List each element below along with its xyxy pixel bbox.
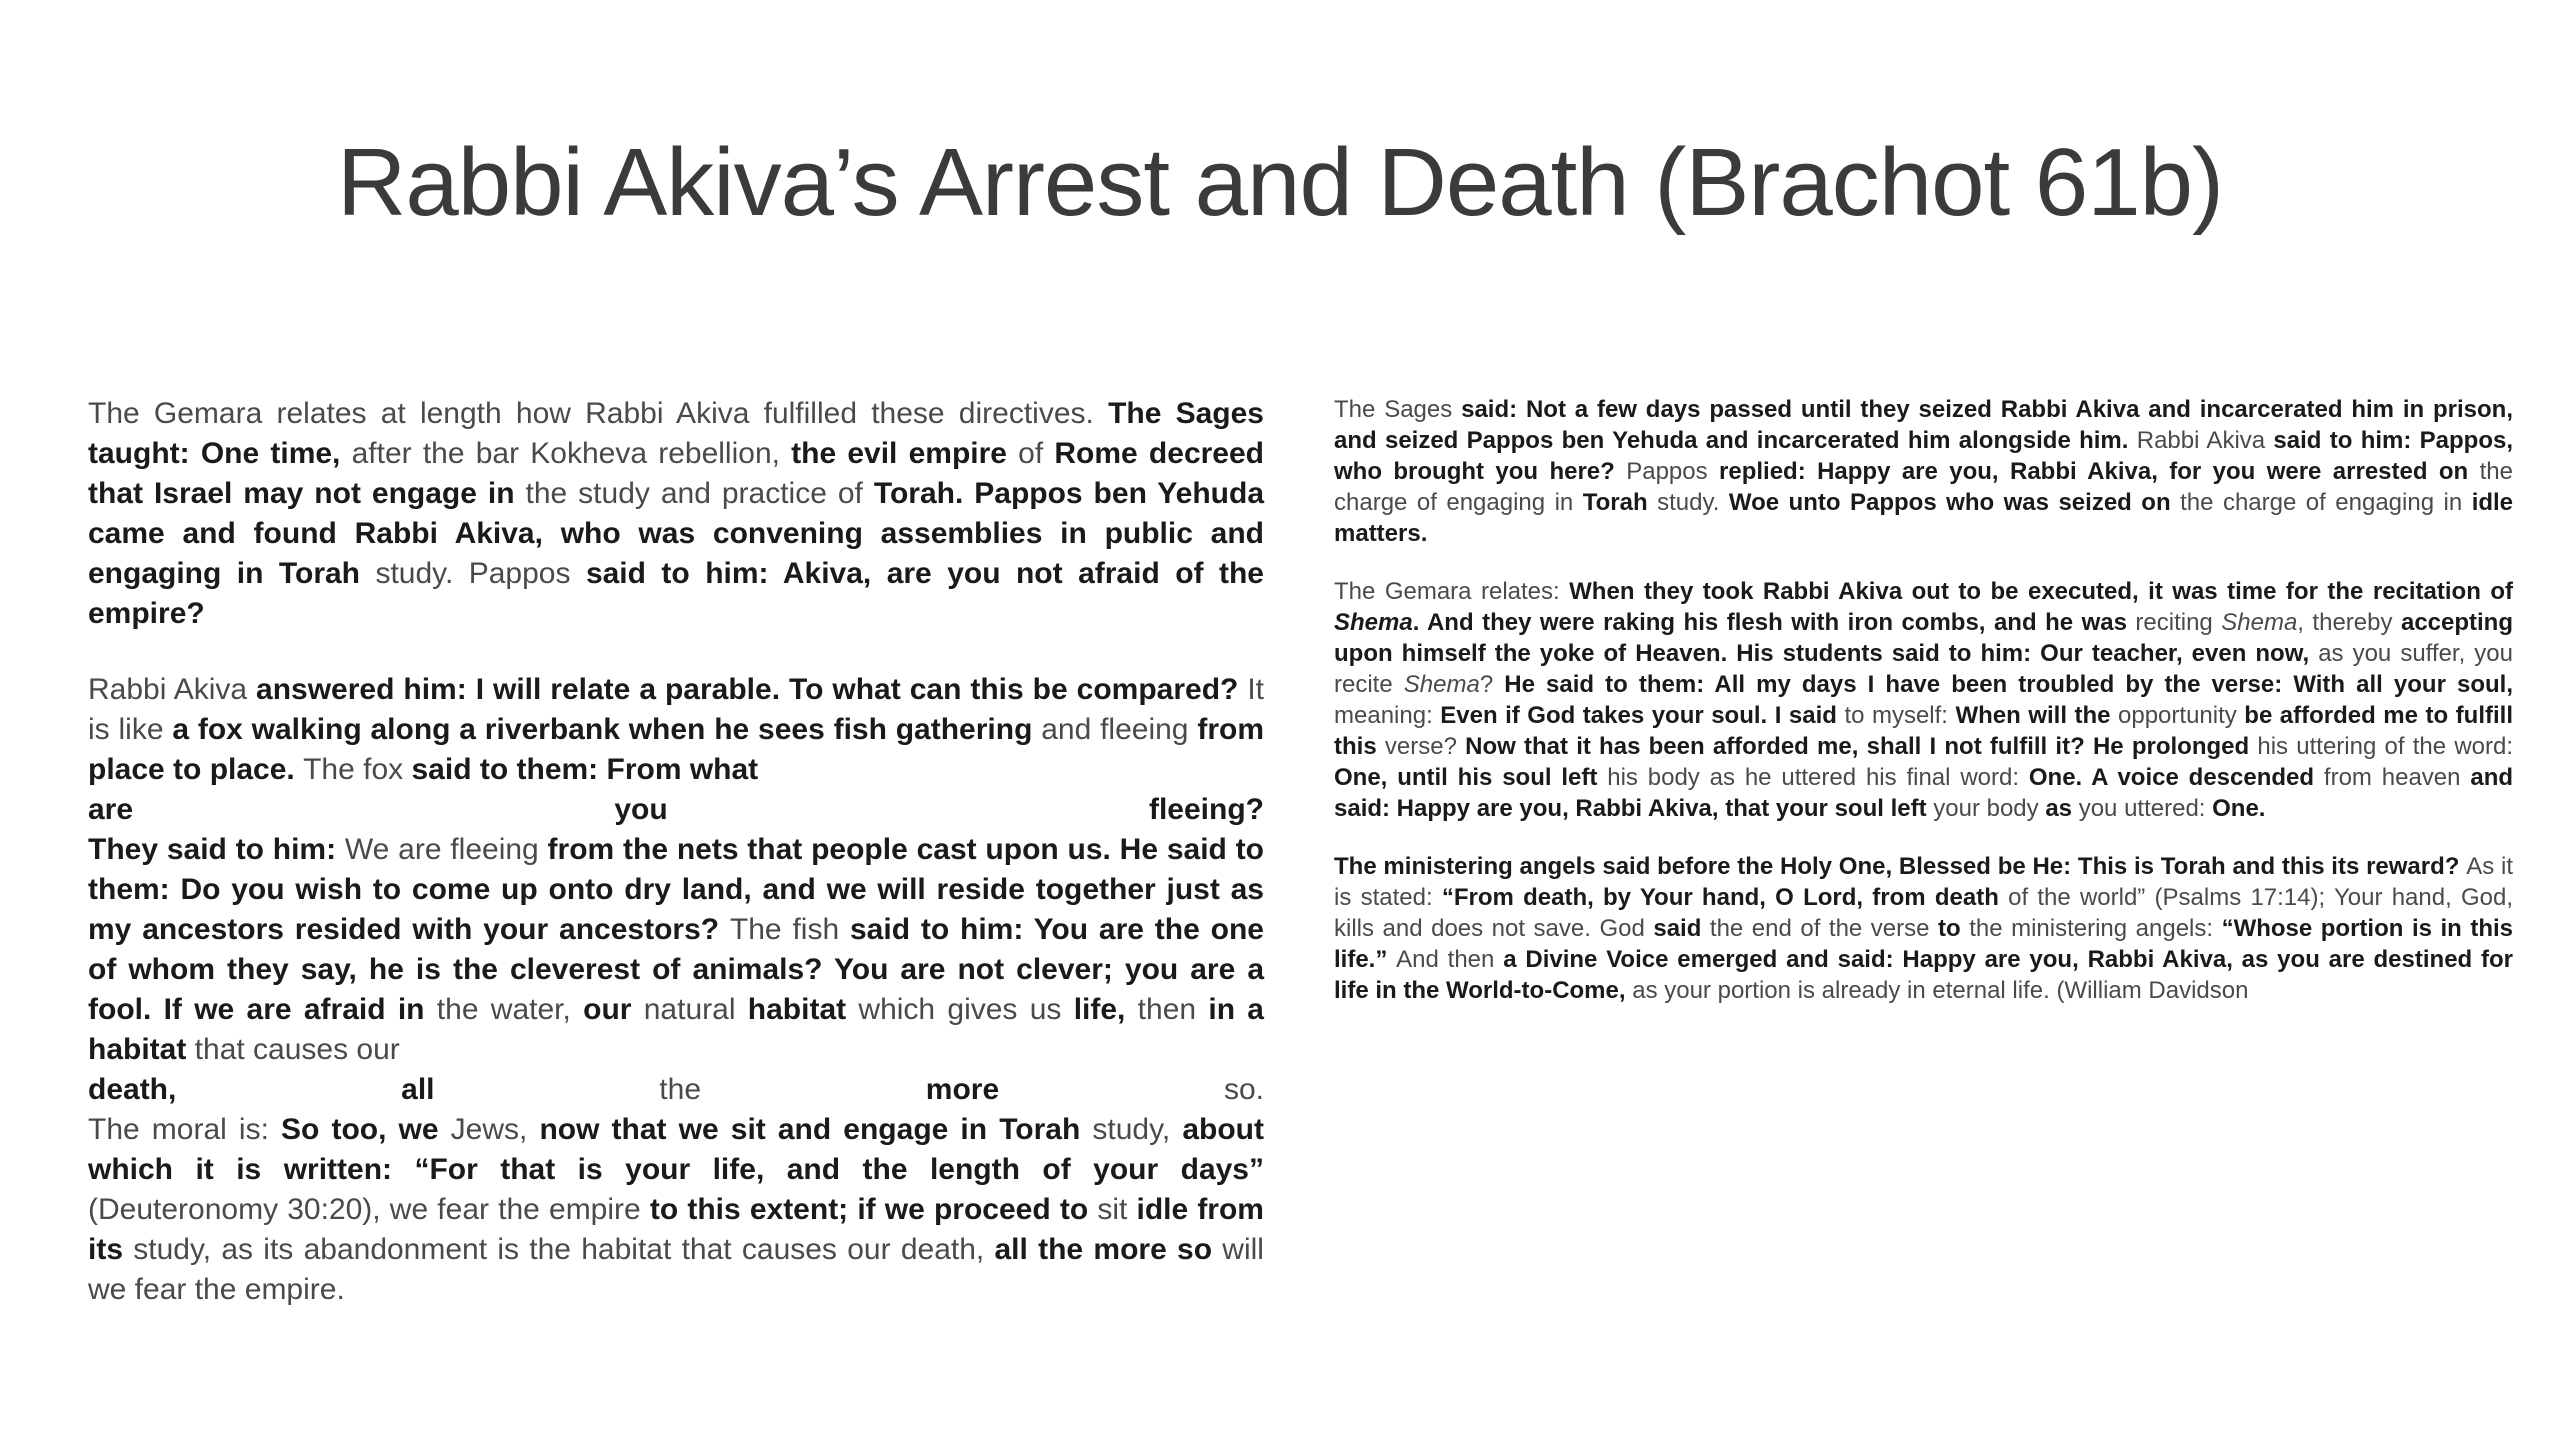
text-run: Rome decreed that Israel may not engage in xyxy=(88,437,1264,510)
text-run: a fox walking along a riverbank when he sees fish gathering xyxy=(172,713,1042,746)
text-run: you xyxy=(614,793,1149,826)
text-run: idle from its xyxy=(88,1193,1264,1266)
text-run: you uttered: xyxy=(2078,795,2213,822)
slide-title: Rabbi Akiva’s Arrest and Death (Brachot 61b) xyxy=(337,129,2223,236)
text-run: One, until his soul left xyxy=(1334,764,1608,791)
text-run: the end of the verse xyxy=(1709,915,1939,942)
text-run: When will the xyxy=(1955,702,2119,729)
text-run: the study and practice of xyxy=(525,477,874,510)
text-run: the water, xyxy=(436,993,584,1026)
text-run: to this extent; if we proceed to xyxy=(649,1193,1098,1226)
text-run: said to him: Akiva, are you not afraid of the empire? xyxy=(88,557,1264,630)
text-run: to myself: xyxy=(1844,702,1956,729)
text-run: The Sages taught: One time, xyxy=(88,397,1264,470)
text-run: sit xyxy=(1097,1193,1137,1226)
text-run: said to them: From what xyxy=(411,753,759,786)
text-run: said xyxy=(1653,915,1710,942)
left-text-column xyxy=(88,394,1264,1310)
text-run: are xyxy=(88,793,615,826)
text-run: Shema xyxy=(1334,609,1413,636)
text-run: the ministering angels: xyxy=(1969,915,2222,942)
paragraph xyxy=(88,394,1264,634)
text-run: the charge of engaging in xyxy=(1334,458,2513,516)
text-run: said to him: You are the one of whom they say, he is the cleverest of animals? You are not clever; you are a fool. If we are afraid in xyxy=(88,913,1264,1026)
text-run: We are fleeing xyxy=(344,833,548,866)
text-run: answered him: I will relate a parable. To what can this be compared? xyxy=(256,673,1248,706)
text-run: And then xyxy=(1396,946,1504,973)
text-run: It is like xyxy=(88,673,1264,746)
text-run: One. A voice descended xyxy=(2028,764,2324,791)
text-run: (Deuteronomy 30:20), we fear the empire xyxy=(88,1193,650,1226)
text-run: So too, we xyxy=(281,1113,451,1146)
text-run: fleeing? xyxy=(1148,793,1264,826)
text-run: from heaven xyxy=(2323,764,2471,791)
text-run: Even if God takes your soul. I said xyxy=(1440,702,1845,729)
text-run: death, xyxy=(88,1073,402,1106)
text-run: meaning: xyxy=(1334,702,1441,729)
text-run: as you suffer, you recite xyxy=(1334,640,2513,698)
text-run: his body as he uttered his final word: xyxy=(1607,764,2029,791)
text-run: now that we sit and engage in Torah xyxy=(539,1113,1093,1146)
text-run: The Gemara relates: xyxy=(1334,578,1570,605)
text-run: as your portion is already in eternal life. (William Davidson xyxy=(1632,977,2249,1004)
paragraph xyxy=(1334,576,2513,824)
text-run: Shema xyxy=(1403,671,1480,698)
text-run: to xyxy=(1938,915,1970,942)
text-run: that causes our xyxy=(194,1033,400,1066)
paragraph xyxy=(1334,394,2513,549)
text-run: study. Pappos xyxy=(375,557,586,590)
text-run: The fox xyxy=(303,753,412,786)
text-run: reciting xyxy=(2135,609,2222,636)
text-run: the xyxy=(659,1073,926,1106)
text-run: study, xyxy=(1092,1113,1183,1146)
text-run: He said to them: All my days I have been troubled by the verse: With all your soul, xyxy=(1504,671,2514,698)
text-run: Rabbi Akiva xyxy=(88,673,257,706)
text-run: after the bar Kokheva rebellion, xyxy=(351,437,792,470)
text-run: all the more so xyxy=(994,1233,1223,1266)
text-run: “From death, by Your hand, O Lord, from death xyxy=(1441,884,2009,911)
text-run: life, xyxy=(1073,993,1138,1026)
text-run: One. xyxy=(2212,795,2266,822)
forced-line xyxy=(88,1070,1264,1110)
paragraph xyxy=(88,670,1264,1310)
text-run: of the world” (Psalms 17:14); Your hand, God, kills and does not save. God xyxy=(1334,884,2514,942)
text-run: The fish xyxy=(729,913,850,946)
text-run: the charge of engaging in xyxy=(2180,489,2472,516)
text-run: ? xyxy=(1479,671,1505,698)
text-run: about which it is written: “For that is your life, and the length of your days” xyxy=(88,1113,1264,1186)
text-run: your body xyxy=(1933,795,2046,822)
text-run: all xyxy=(401,1073,660,1106)
text-run: The Gemara relates at length how Rabbi Akiva fulfilled these directives. xyxy=(88,397,1109,430)
text-run: habitat xyxy=(747,993,859,1026)
text-run: natural xyxy=(643,993,748,1026)
text-run: said: Not a few days passed until they seized Rabbi Akiva and incarcerated him in prison, and seized Pappos ben Yehuda and incarcerated him alongside him. xyxy=(1334,396,2514,454)
text-run: opportunity xyxy=(2118,702,2245,729)
text-columns xyxy=(88,394,2513,1310)
text-run: As it is stated: xyxy=(1334,853,2513,911)
text-run: . And they were raking his flesh with iron combs, and he was xyxy=(1412,609,2136,636)
text-run: Jews, xyxy=(450,1113,540,1146)
text-run: Woe unto Pappos who was seized on xyxy=(1728,489,2181,516)
text-run: The ministering angels said before the Holy One, Blessed be He: This is Torah and this its reward? xyxy=(1334,853,2467,880)
text-run: a Divine Voice emerged and said: Happy are you, Rabbi Akiva, as you are destined for life in the World-to-Come, xyxy=(1334,946,2513,1004)
text-run: replied: Happy are you, Rabbi Akiva, for you were arrested on xyxy=(1719,458,2480,485)
text-run: so. xyxy=(1223,1073,1264,1106)
text-run: Now that it has been afforded me, shall I not fulfill it? He prolonged xyxy=(1465,733,2258,760)
text-run: study. xyxy=(1657,489,1729,516)
text-run: and fleeing xyxy=(1041,713,1198,746)
text-run: accepting upon himself the yoke of Heaven. His students said to him: Our teacher, even now, xyxy=(1334,609,2513,667)
text-run: our xyxy=(583,993,644,1026)
text-run: idle matters. xyxy=(1334,489,2514,547)
text-run: Torah xyxy=(1582,489,1658,516)
text-run: then xyxy=(1137,993,1209,1026)
text-run: from place to place. xyxy=(88,713,1264,786)
text-run: be afforded me to fulfill this xyxy=(1334,702,2513,760)
text-run: Pappos xyxy=(1626,458,1720,485)
text-run: said to him: Pappos, who brought you here? xyxy=(1334,427,2514,485)
text-run: and said: Happy are you, Rabbi Akiva, that your soul left xyxy=(1334,764,2514,822)
right-text-column xyxy=(1334,394,2513,1006)
text-run: the evil empire xyxy=(791,437,1019,470)
text-run: will we fear the empire. xyxy=(88,1233,1264,1306)
text-run: The Sages xyxy=(1334,396,1462,423)
text-run: in a habitat xyxy=(88,993,1264,1066)
text-run: verse? xyxy=(1384,733,1466,760)
text-run: Rabbi Akiva xyxy=(2136,427,2274,454)
text-run: The moral is: xyxy=(88,1113,282,1146)
text-run: which gives us xyxy=(858,993,1074,1026)
paragraph xyxy=(1334,851,2513,1006)
text-run: of xyxy=(1018,437,1055,470)
text-run: Shema xyxy=(2221,609,2298,636)
text-run: as xyxy=(2045,795,2079,822)
text-run: “Whose portion is in this life.” xyxy=(1334,915,2514,973)
text-run: study, as its abandonment is the habitat that causes our death, xyxy=(133,1233,995,1266)
forced-line xyxy=(88,790,1264,830)
text-run: more xyxy=(925,1073,1224,1106)
text-run: from the nets that people cast upon us. He said to them: Do you wish to come up onto dry land, and we will reside together just as my ancestors resided with your ancestors? xyxy=(88,833,1264,946)
text-run: , thereby xyxy=(2297,609,2401,636)
text-run: his uttering of the word: xyxy=(2257,733,2513,760)
text-run: Torah. Pappos ben Yehuda came and found Rabbi Akiva, who was convening assemblies in public and engaging in Torah xyxy=(88,477,1265,590)
text-run: When they took Rabbi Akiva out to be executed, it was time for the recitation of xyxy=(1569,578,2513,605)
text-run: They said to him: xyxy=(88,833,345,866)
